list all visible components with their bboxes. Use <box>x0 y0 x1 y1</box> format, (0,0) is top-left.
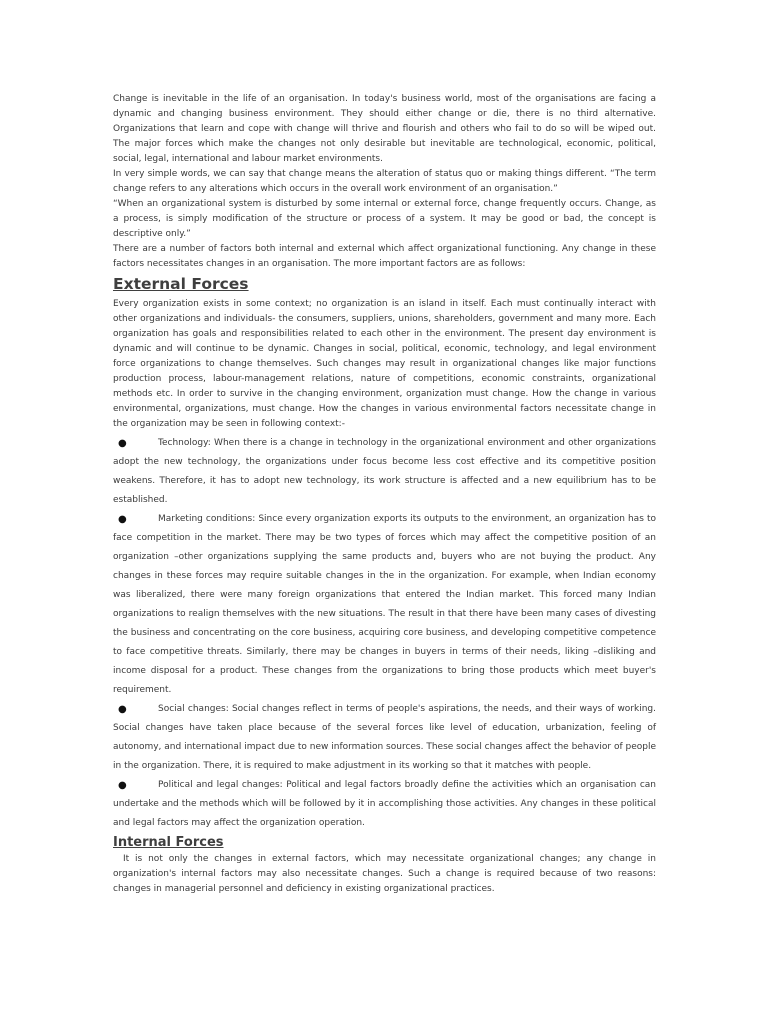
factors-paragraph: There are a number of factors both internal and external which affect organizational functioning. Any change in these factors necessitates changes in an organisation. The more important factors are as follows: <box>113 244 656 269</box>
bullet-icon: ● <box>118 438 127 449</box>
internal-forces-paragraph <box>113 852 656 897</box>
list-item-social <box>113 700 656 776</box>
definition-paragraph: In very simple words, we can say that change means the alteration of status quo or making things different. “The term change refers to any alterations which occurs in the overall work environment of an organisation.” <box>113 169 656 194</box>
list-item-technology <box>113 434 656 510</box>
intro-paragraph: Change is inevitable in the life of an organisation. In today's business world, most of the organisations are facing a dynamic and changing business environment. They should either change or die, there is no third alternative. Organizations that learn and cope with change will thrive and flourish and others who fail to do so will be wiped out. The major forces which make the changes not only desirable but inevitable are technological, economic, political, social, legal, international and labour market environments. <box>113 94 656 164</box>
list-item-text: Technology: When there is a change in technology in the organizational environment and other organizations adopt the new technology, the organizations under focus become less cost effective and its competitive position weakens. Therefore, it has to adopt new technology, its work structure is affected and a new equilibrium has to be established. <box>113 438 656 505</box>
list-item-text: Social changes: Social changes reflect in terms of people's aspirations, the needs, and their ways of working. Social changes have taken place because of the several forces like level of education, urbanization, feeling of autonomy, and international impact due to new information sources. These social changes affect the behavior of people in the organization. There, it is required to make adjustment in its working so that it matches with people. <box>113 704 656 771</box>
external-forces-intro: Every organization exists in some context; no organization is an island in itself. Each must continually interact with other organizations and individuals- the consumers, suppliers, unions, shareholders, government and many more. Each organization has goals and responsibilities related to each other in the environment. The present day environment is dynamic and will continue to be dynamic. Changes in social, political, economic, technology, and legal environment force organizations to change themselves. Such changes may result in organizational changes like major functions production process, labour-management relations, nature of competitions, economic constraints, organizational methods etc. In order to survive in the changing environment, organization must change. How the change in various environmental, organizations, must change. How the changes in various environmental factors necessitate change in the organization may be seen in following context:- <box>113 299 656 429</box>
list-item-text: Political and legal changes: Political and legal factors broadly define the activities which an organisation can undertake and the methods which will be followed by it in accomplishing those activities. Any changes in these political and legal factors may affect the organization operation. <box>113 780 656 828</box>
external-forces-list <box>113 434 656 833</box>
bullet-icon: ● <box>118 514 127 525</box>
bullet-icon: ● <box>118 704 127 715</box>
external-forces-heading: External Forces <box>113 275 249 293</box>
quote-paragraph: “When an organizational system is disturbed by some internal or external force, change frequently occurs. Change, as a process, is simply modification of the structure or process of a system. It may be good or bad, the concept is descriptive only.” <box>113 199 656 239</box>
list-item-text: Marketing conditions: Since every organization exports its outputs to the environment, an organization has to face competition in the market. There may be two types of forces which may affect the competitive position of an organization –other organizations supplying the same products and, buyers who are not buying the product. Any changes in these forces may require suitable changes in the in the organization. For example, when Indian economy was liberalized, there were many foreign organizations that entered the Indian market. This forced many Indian organizations to realign themselves with the new situations. The result in that there have been many cases of divesting the business and concentrating on the core business, acquiring core business, and developing competitive competence to face competitive threats. Similarly, there may be changes in buyers in terms of their needs, liking –disliking and income disposal for a product. These changes from the organizations to bring those products which meet buyer's requirement. <box>113 514 656 695</box>
document-page <box>113 92 656 897</box>
internal-forces-text: It is not only the changes in external factors, which may necessitate organizational changes; any change in organization's internal factors may also necessitate changes. Such a change is required because of two reasons: changes in managerial personnel and deficiency in existing organizational practices. <box>113 854 656 894</box>
list-item-political <box>113 776 656 833</box>
internal-forces-heading: Internal Forces <box>113 835 224 850</box>
list-item-marketing <box>113 510 656 700</box>
bullet-icon: ● <box>118 780 127 791</box>
